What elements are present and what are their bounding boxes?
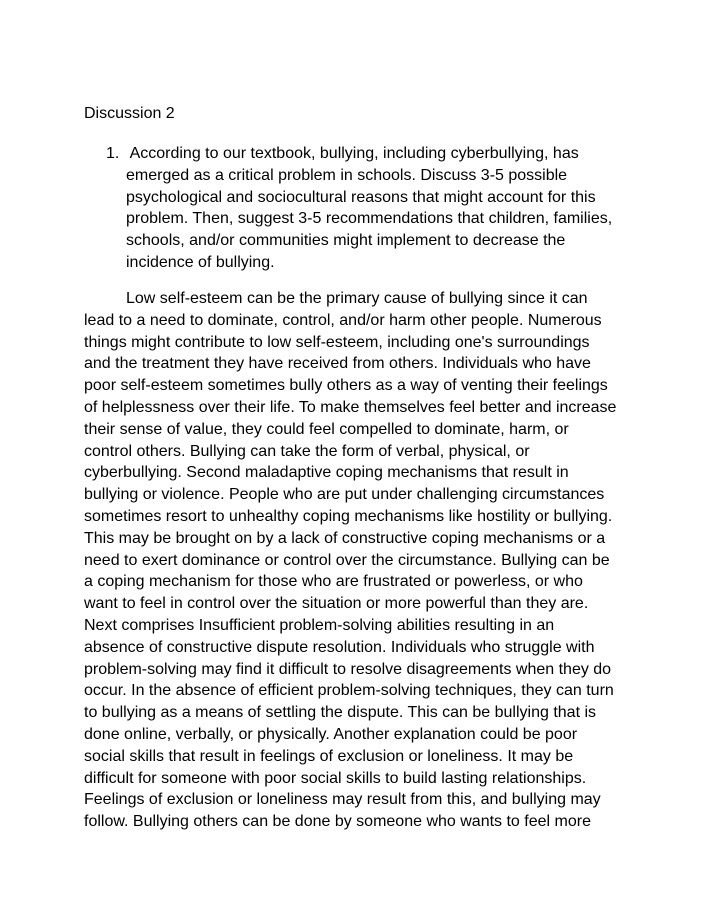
- answer-line: This may be brought on by a lack of constructive coping mechanisms or a: [84, 529, 606, 547]
- answer-line: and the treatment they have received from others. Individuals who have: [84, 355, 591, 373]
- document-heading: Discussion 2: [84, 105, 175, 122]
- answer-line: social skills that result in feelings of exclusion or loneliness. It may be: [84, 747, 574, 765]
- answer-line: lead to a need to dominate, control, and/or harm other people. Numerous: [84, 311, 602, 329]
- answer-line: cyberbullying. Second maladaptive coping mechanisms that result in: [84, 464, 569, 482]
- answer-line: their sense of value, they could feel compelled to dominate, harm, or: [84, 420, 569, 438]
- answer-line: Next comprises Insufficient problem-solving abilities resulting in an: [84, 616, 555, 634]
- question-line: psychological and sociocultural reasons that might account for this: [126, 188, 596, 206]
- question-line: schools, and/or communities might implement to decrease the: [126, 232, 566, 250]
- answer-line: poor self-esteem sometimes bully others as a way of venting their feelings: [84, 377, 608, 395]
- answer-line: done online, verbally, or physically. Another explanation could be poor: [84, 725, 578, 743]
- answer-line: follow. Bullying others can be done by someone who wants to feel more: [84, 813, 591, 831]
- answer-line: control others. Bullying can take the form of verbal, physical, or: [84, 442, 530, 460]
- answer-paragraph: [84, 288, 684, 833]
- answer-line: want to feel in control over the situation or more powerful than they are.: [84, 595, 589, 613]
- answer-line: Feelings of exclusion or loneliness may result from this, and bullying may: [84, 791, 601, 809]
- answer-line: of helplessness over their life. To make themselves feel better and increase: [84, 398, 617, 416]
- question-line: incidence of bullying.: [126, 253, 275, 271]
- question-line: According to our textbook, bullying, including cyberbullying, has: [126, 145, 579, 162]
- question-line: emerged as a critical problem in schools. Discuss 3-5 possible: [126, 166, 568, 184]
- answer-line: need to exert dominance or control over the circumstance. Bullying can be: [84, 551, 610, 569]
- question-number: 1.: [106, 145, 120, 162]
- answer-line: difficult for someone with poor social skills to build lasting relationships.: [84, 769, 587, 787]
- answer-line: absence of constructive dispute resolution. Individuals who struggle with: [84, 638, 595, 656]
- answer-line: bullying or violence. People who are put under challenging circumstances: [84, 486, 605, 504]
- answer-line: occur. In the absence of efficient problem-solving techniques, they can turn: [84, 682, 614, 700]
- question-line: problem. Then, suggest 3-5 recommendations that children, families,: [126, 210, 613, 228]
- answer-line: Low self-esteem can be the primary cause of bullying since it can: [126, 290, 588, 307]
- question-text: [126, 143, 666, 274]
- answer-line: things might contribute to low self-esteem, including one's surroundings: [84, 333, 590, 351]
- answer-line: to bullying as a means of settling the dispute. This can be bullying that is: [84, 704, 597, 722]
- answer-line: sometimes resort to unhealthy coping mechanisms like hostility or bullying.: [84, 507, 613, 525]
- answer-line: a coping mechanism for those who are frustrated or powerless, or who: [84, 573, 583, 591]
- answer-line: problem-solving may find it difficult to resolve disagreements when they do: [84, 660, 612, 678]
